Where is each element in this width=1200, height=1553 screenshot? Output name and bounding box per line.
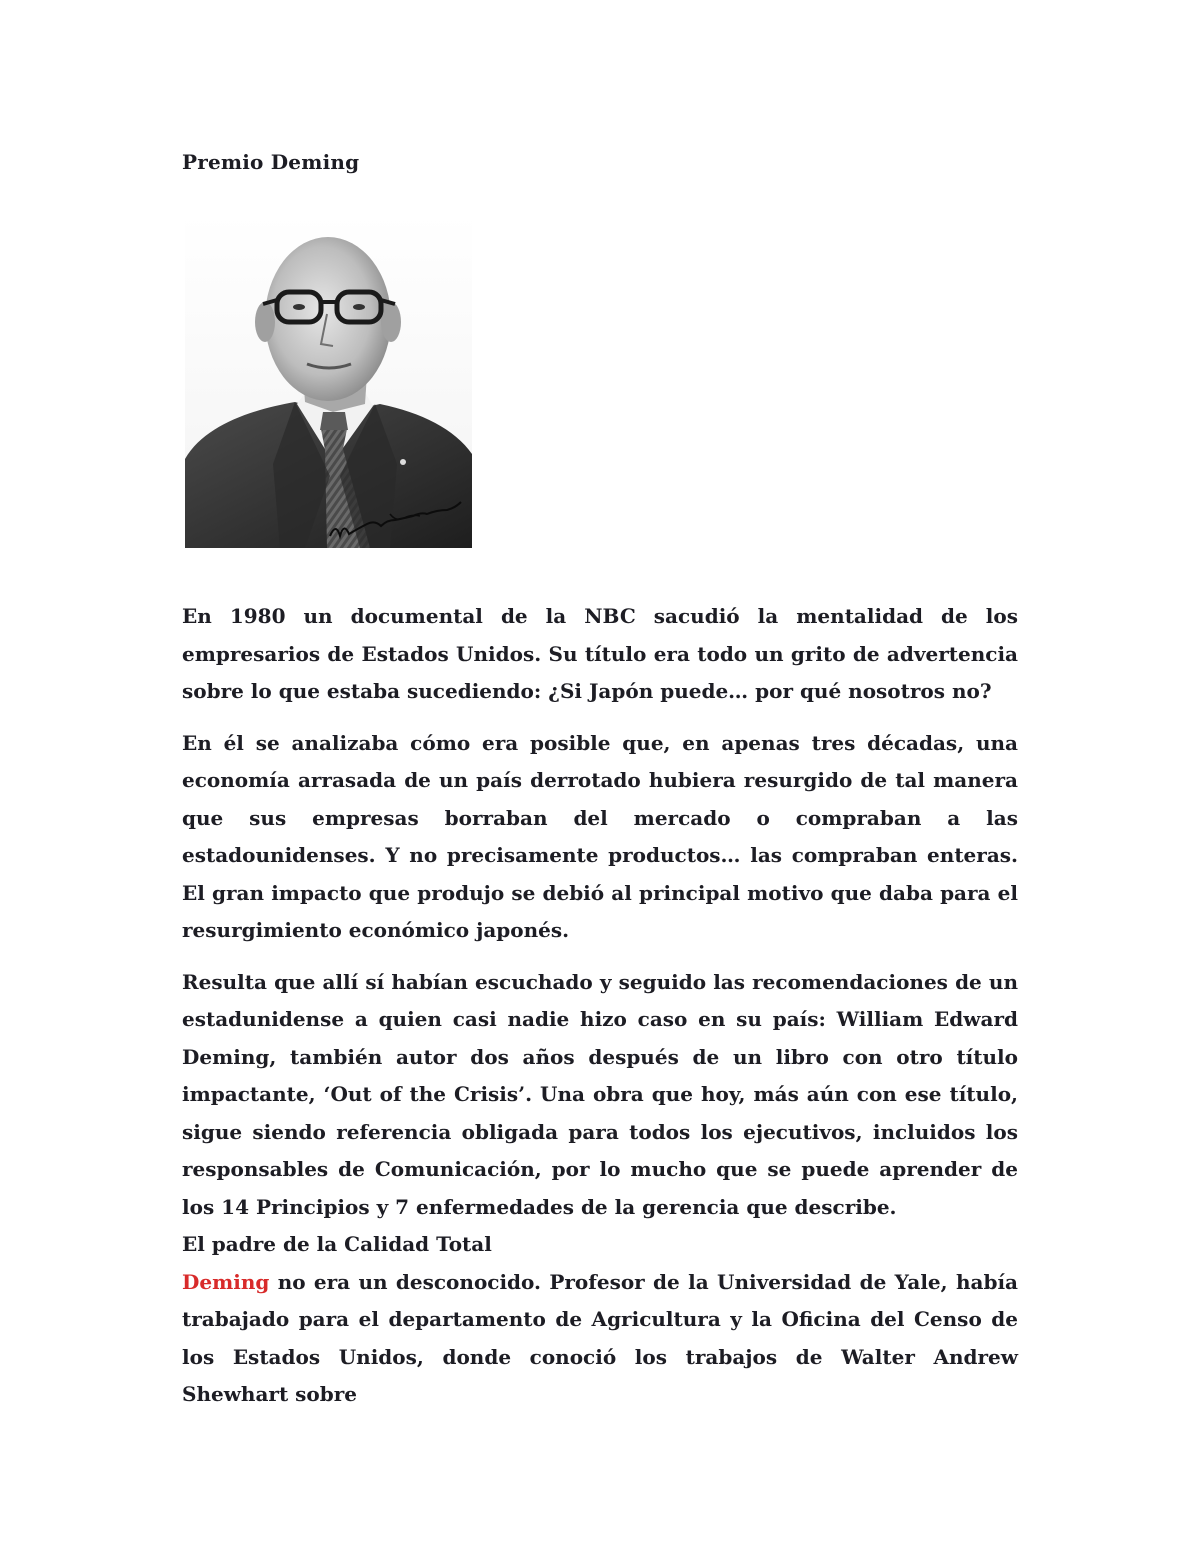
document-title: Premio Deming: [182, 150, 360, 174]
paragraph-4: [182, 1264, 1018, 1414]
paragraph-3: Resulta que allí sí habían escuchado y seguido las recomendaciones de un estadunidense a quien casi nadie hizo caso en su país: William Edward Deming, también autor dos años después de un libro con otro título impactante, ‘Out of the Crisis’. Una obra que hoy, más aún con ese título, sigue siendo referencia obligada para todos los ejecutivos, incluidos los responsables de Comunicación, por lo mucho que se puede aprender de los 14 Principios y 7 enfermedades de la gerencia que describe.: [182, 969, 1018, 1219]
paragraph-4-text: no era un desconocido. Profesor de la Universidad de Yale, había trabajado para el departamento de Agricultura y la Oficina del Censo de los Estados Unidos, donde conoció los trabajos de Walter Andrew Shewhart sobre: [182, 1269, 1018, 1406]
document-body: [182, 598, 1018, 1414]
deming-link[interactable]: Deming: [182, 1269, 270, 1294]
paragraph-2: En él se analizaba cómo era posible que, en apenas tres décadas, una economía arrasada de un país derrotado hubiera resurgido de tal manera que sus empresas borraban del mercado o compraban a las estadounidenses. Y no precisamente productos… las compraban enteras. El gran impacto que produjo se debió al principal motivo que daba para el resurgimiento económico japonés.: [182, 730, 1018, 942]
portrait-photo: [185, 214, 472, 548]
paragraph-1: En 1980 un documental de la NBC sacudió la mentalidad de los empresarios de Estados Unidos. Su título era todo un grito de advertencia sobre lo que estaba sucediendo: ¿Si Japón puede… por qué nosotros no?: [182, 604, 1018, 703]
section-heading: El padre de la Calidad Total: [182, 1232, 492, 1256]
